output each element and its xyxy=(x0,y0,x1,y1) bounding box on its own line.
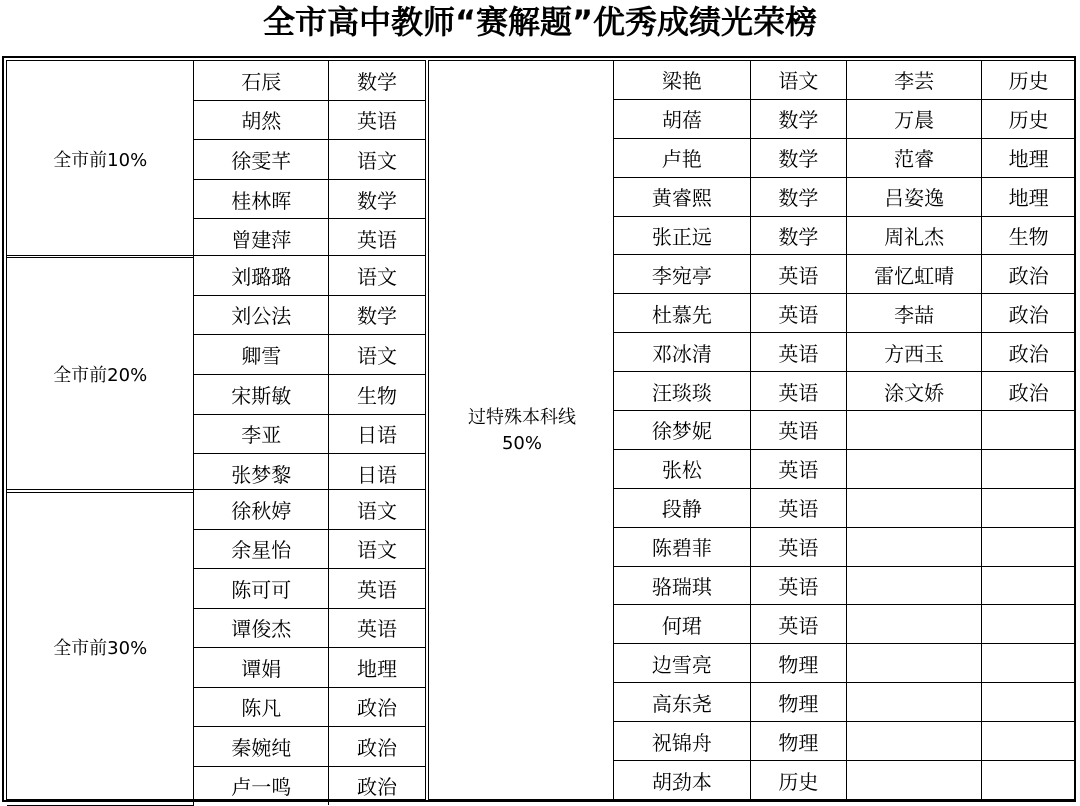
teacher-name: 李亚 xyxy=(194,414,329,454)
teacher-name xyxy=(846,527,981,566)
group-top20 xyxy=(6,255,426,490)
table-row xyxy=(7,61,425,100)
table-row xyxy=(614,411,1075,450)
teacher-name: 桂林晖 xyxy=(194,179,329,219)
teacher-name: 张正远 xyxy=(614,216,750,255)
subject: 英语 xyxy=(750,527,846,566)
table-row xyxy=(614,372,1075,411)
table-row xyxy=(614,566,1075,605)
teacher-name: 宋斯敏 xyxy=(194,374,329,414)
subject: 英语 xyxy=(750,566,846,605)
subject xyxy=(982,605,1075,644)
middle-column xyxy=(428,60,614,800)
teacher-name: 胡然 xyxy=(194,100,329,140)
subject: 英语 xyxy=(329,100,425,140)
teacher-name: 曾建萍 xyxy=(194,219,329,258)
group-label: 全市前10% xyxy=(7,61,194,258)
subject xyxy=(982,683,1075,722)
teacher-name: 边雪亮 xyxy=(614,644,750,683)
subject xyxy=(982,722,1075,761)
teacher-name xyxy=(846,566,981,605)
subject: 英语 xyxy=(750,294,846,333)
teacher-name: 周礼杰 xyxy=(846,216,981,255)
page-title: 全市高中教师“赛解题”优秀成绩光荣榜 xyxy=(262,3,818,41)
subject: 数学 xyxy=(750,216,846,255)
teacher-name xyxy=(846,411,981,450)
teacher-name: 祝锦舟 xyxy=(614,722,750,761)
subject: 数学 xyxy=(750,177,846,216)
teacher-name xyxy=(846,761,981,799)
subject: 政治 xyxy=(982,333,1075,372)
subject: 地理 xyxy=(982,177,1075,216)
table-row xyxy=(614,761,1075,799)
subject: 语文 xyxy=(329,140,425,180)
subject xyxy=(982,411,1075,450)
subject: 英语 xyxy=(329,219,425,258)
teacher-name: 涂文娇 xyxy=(846,372,981,411)
table-row xyxy=(614,99,1075,138)
teacher-name: 黄睿熙 xyxy=(614,177,750,216)
subject: 语文 xyxy=(750,61,846,99)
table-row xyxy=(7,256,425,295)
teacher-name: 雷忆虹晴 xyxy=(846,255,981,294)
subject xyxy=(982,527,1075,566)
subject: 数学 xyxy=(329,295,425,335)
middle-percent: 50% xyxy=(501,433,542,454)
table-row xyxy=(614,605,1075,644)
teacher-name: 张梦黎 xyxy=(194,454,329,493)
teacher-name xyxy=(846,683,981,722)
subject: 英语 xyxy=(329,569,425,609)
teacher-name: 方西玉 xyxy=(846,333,981,372)
subject: 英语 xyxy=(750,255,846,294)
teacher-name: 万晨 xyxy=(846,99,981,138)
teacher-name: 徐雯芊 xyxy=(194,140,329,180)
table-row xyxy=(614,255,1075,294)
teacher-name: 邓冰清 xyxy=(614,333,750,372)
subject: 数学 xyxy=(750,138,846,177)
teacher-name: 何珺 xyxy=(614,605,750,644)
subject: 英语 xyxy=(750,605,846,644)
subject: 生物 xyxy=(982,216,1075,255)
subject: 历史 xyxy=(750,761,846,799)
teacher-name: 李喆 xyxy=(846,294,981,333)
subject: 语文 xyxy=(329,256,425,295)
teacher-name xyxy=(846,488,981,527)
subject: 英语 xyxy=(750,488,846,527)
honor-board xyxy=(2,56,1076,802)
teacher-name: 卿雪 xyxy=(194,335,329,375)
subject: 地理 xyxy=(329,648,425,688)
teacher-name: 胡蓓 xyxy=(614,99,750,138)
teacher-name xyxy=(846,605,981,644)
table-row xyxy=(614,333,1075,372)
subject: 数学 xyxy=(329,179,425,219)
table-row xyxy=(614,61,1075,99)
subject xyxy=(982,761,1075,799)
subject: 生物 xyxy=(329,374,425,414)
teacher-name xyxy=(846,449,981,488)
subject: 历史 xyxy=(982,61,1075,99)
teacher-name: 陈碧菲 xyxy=(614,527,750,566)
table-row xyxy=(614,527,1075,566)
subject: 数学 xyxy=(750,99,846,138)
subject xyxy=(982,449,1075,488)
subject: 政治 xyxy=(982,294,1075,333)
subject: 英语 xyxy=(750,333,846,372)
subject: 政治 xyxy=(329,687,425,727)
subject: 语文 xyxy=(329,335,425,375)
subject: 语文 xyxy=(329,490,425,529)
table-row xyxy=(614,177,1075,216)
subject: 数学 xyxy=(329,61,425,100)
teacher-name: 李芸 xyxy=(846,61,981,99)
teacher-name: 范睿 xyxy=(846,138,981,177)
subject: 政治 xyxy=(982,255,1075,294)
table-row xyxy=(614,449,1075,488)
teacher-name: 刘璐璐 xyxy=(194,256,329,295)
group-label: 全市前20% xyxy=(7,256,194,493)
teacher-name: 段静 xyxy=(614,488,750,527)
subject: 历史 xyxy=(982,99,1075,138)
teacher-name: 余星怡 xyxy=(194,529,329,569)
teacher-name: 石辰 xyxy=(194,61,329,100)
teacher-name: 秦婉纯 xyxy=(194,727,329,767)
teacher-name: 李宛亭 xyxy=(614,255,750,294)
teacher-name: 卢一鸣 xyxy=(194,766,329,805)
table-row xyxy=(614,644,1075,683)
group-label: 全市前30% xyxy=(7,490,194,805)
subject: 地理 xyxy=(982,138,1075,177)
teacher-name: 高东尧 xyxy=(614,683,750,722)
table-row xyxy=(614,683,1075,722)
subject xyxy=(982,644,1075,683)
subject: 政治 xyxy=(329,766,425,805)
table-row xyxy=(614,294,1075,333)
right-table xyxy=(613,60,1076,800)
table-row xyxy=(614,488,1075,527)
teacher-name: 徐秋婷 xyxy=(194,490,329,529)
subject: 英语 xyxy=(750,372,846,411)
table-row xyxy=(614,216,1075,255)
subject: 政治 xyxy=(329,727,425,767)
teacher-name: 陈可可 xyxy=(194,569,329,609)
teacher-name: 刘公法 xyxy=(194,295,329,335)
teacher-name: 吕姿逸 xyxy=(846,177,981,216)
teacher-name: 陈凡 xyxy=(194,687,329,727)
subject: 日语 xyxy=(329,454,425,493)
teacher-name: 杜慕先 xyxy=(614,294,750,333)
group-top10 xyxy=(6,60,426,256)
subject: 英语 xyxy=(750,449,846,488)
table-row xyxy=(614,138,1075,177)
teacher-name: 卢艳 xyxy=(614,138,750,177)
teacher-name: 谭俊杰 xyxy=(194,608,329,648)
teacher-name: 谭娟 xyxy=(194,648,329,688)
teacher-name xyxy=(846,722,981,761)
middle-label: 过特殊本科线 xyxy=(468,407,576,428)
subject: 英语 xyxy=(750,411,846,450)
teacher-name xyxy=(846,644,981,683)
teacher-name: 胡劲本 xyxy=(614,761,750,799)
teacher-name: 骆瑞琪 xyxy=(614,566,750,605)
teacher-name: 张松 xyxy=(614,449,750,488)
subject: 语文 xyxy=(329,529,425,569)
subject: 英语 xyxy=(329,608,425,648)
teacher-name: 汪琰琰 xyxy=(614,372,750,411)
subject: 政治 xyxy=(982,372,1075,411)
subject xyxy=(982,488,1075,527)
subject: 日语 xyxy=(329,414,425,454)
table-row xyxy=(7,490,425,529)
subject: 物理 xyxy=(750,683,846,722)
subject xyxy=(982,566,1075,605)
teacher-name: 梁艳 xyxy=(614,61,750,99)
subject: 物理 xyxy=(750,644,846,683)
subject: 物理 xyxy=(750,722,846,761)
teacher-name: 徐梦妮 xyxy=(614,411,750,450)
group-top30 xyxy=(6,489,426,800)
table-row xyxy=(614,722,1075,761)
